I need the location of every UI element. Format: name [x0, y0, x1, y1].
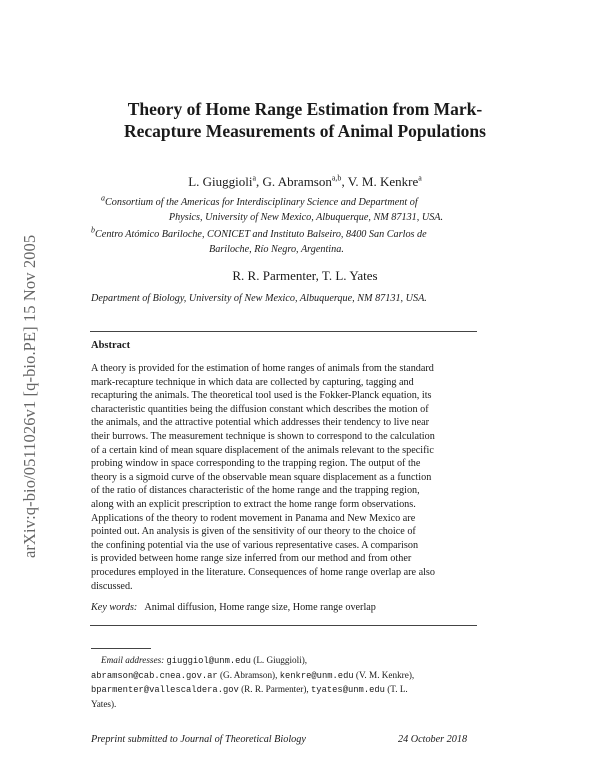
abstract-line: procedures employed in the literature. Consequences of home range overlap are also — [91, 566, 435, 578]
keywords — [91, 602, 376, 613]
abstract-line: of the ratio of distances characteristic of the home range and the trapping region, — [91, 485, 420, 497]
email-owner: (L. Giuggioli), — [253, 655, 308, 665]
arxiv-identifier: arXiv:q-bio/0511026v1 [q-bio.PE] 15 Nov 2005 — [20, 234, 39, 558]
abstract-line: along with an explicit prescription to extract the home range form observations. — [91, 498, 416, 510]
author-affil-mark: a,b — [331, 173, 342, 183]
abstract-heading: Abstract — [91, 340, 131, 351]
affil-text: Physics, University of New Mexico, Albuquerque, NM 87131, USA. — [168, 211, 444, 223]
abstract-line: of a certain kind of mean square displacement of the animals relevant to the specific — [91, 444, 434, 456]
author-name: G. Abramson — [262, 174, 332, 189]
abstract-line: pointed out. An analysis is given of the sensitivity of our theory to the choice of — [91, 526, 416, 538]
affil-text: Centro Atómico Bariloche, CONICET and Instituto Balseiro, 8400 San Carlos de — [95, 229, 427, 240]
abstract-line: the confining potential via the use of various representative cases. A comparison — [91, 539, 419, 551]
abstract-line: mark-recapture technique in which data are collected by capturing, tagging and — [91, 376, 414, 388]
email-owner: Yates). — [91, 698, 117, 709]
abstract-bottom-rule — [90, 625, 477, 626]
affiliation-b — [91, 225, 491, 257]
abstract-top-rule — [90, 331, 477, 332]
title-line: Recapture Measurements of Animal Populations — [124, 121, 486, 141]
abstract-line: probing window in space corresponding to the trapping region. The output of the — [91, 458, 421, 470]
keywords-label: Key words: — [91, 602, 138, 613]
author-name: V. M. Kenkre — [347, 174, 419, 189]
abstract-line: the animals, and the attractive potential which addresses their tendency to live near — [91, 417, 430, 429]
abstract-line: recapturing the animals. The theoretical tool used is the Fokker-Planck equation, its — [91, 390, 432, 402]
affil-text: Consortium of the Americas for Interdisciplinary Science and Department of — [105, 197, 418, 208]
abstract-line: their burrows. The measurement technique is shown to correspond to the calculation — [91, 430, 435, 442]
author-name: L. Giuggioli — [188, 174, 253, 189]
keywords-text: Animal diffusion, Home range size, Home range overlap — [144, 602, 376, 613]
abstract-line: is provided between home range size inferred from our method and from other — [91, 553, 412, 565]
email-link[interactable]: tyates@unm.edu — [311, 685, 385, 696]
email-owner: (T. L. — [387, 684, 408, 695]
affiliation-biology — [91, 292, 491, 307]
abstract-line: discussed. — [91, 580, 133, 592]
email-link[interactable]: abramson@cab.cnea.gov.ar — [91, 670, 218, 681]
footnote-label: Email addresses: — [101, 655, 165, 665]
footnote-rule — [91, 648, 151, 649]
abstract-body — [91, 362, 477, 593]
preprint-note: Preprint submitted to Journal of Theoretical Biology — [91, 734, 306, 745]
abstract-line: theory is a sigmoid curve of the observable mean square displacement as a function — [91, 471, 432, 483]
affil-text: Bariloche, Río Negro, Argentina. — [209, 243, 344, 255]
email-owner: (G. Abramson), — [220, 669, 278, 680]
affil-mark: a — [101, 193, 105, 203]
paper-title — [60, 98, 550, 142]
preprint-date: 24 October 2018 — [398, 734, 468, 745]
footnote-emails — [91, 654, 477, 711]
author-list-1: L. Giuggioli$^a$, G. Abramson$^{a,b}$, V. M. Kenkre$^a$ — [188, 173, 422, 189]
author-list-2: R. R. Parmenter, T. L. Yates — [232, 268, 378, 283]
abstract-line: Applications of the theory to rodent movement in Panama and New Mexico are — [91, 512, 416, 524]
author-affil-mark: a — [418, 173, 422, 183]
abstract-line: characteristic quantities being the diffusion constant which describes the motion of — [91, 403, 429, 415]
affil-text: Department of Biology, University of New Mexico, Albuquerque, NM 87131, USA. — [91, 293, 427, 304]
email-owner: (V. M. Kenkre), — [355, 669, 415, 680]
affil-mark: b — [91, 225, 95, 235]
affiliation-a — [101, 193, 481, 225]
author-affil-mark: a — [252, 173, 257, 183]
title-line: Theory of Home Range Estimation from Mark- — [127, 99, 483, 119]
email-owner: (R. R. Parmenter), — [241, 684, 309, 695]
email-link[interactable]: bparmenter@vallescaldera.gov — [91, 685, 239, 696]
email-link[interactable]: kenkre@unm.edu — [279, 670, 354, 681]
email-link[interactable]: giuggiol@unm.edu — [166, 656, 251, 666]
abstract-line: A theory is provided for the estimation of home ranges of animals from the standard — [91, 363, 434, 374]
